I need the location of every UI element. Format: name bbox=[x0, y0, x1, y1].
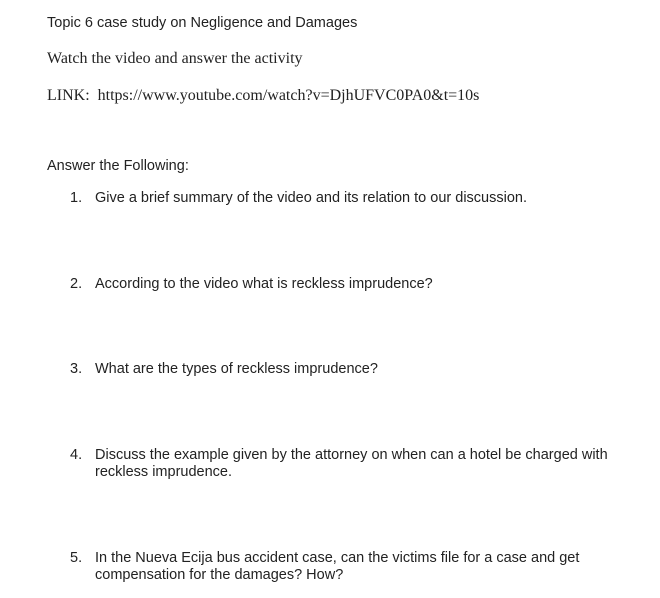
question-item bbox=[70, 276, 630, 293]
question-text: What are the types of reckless imprudence? bbox=[95, 361, 378, 377]
answer-heading: Answer the Following: bbox=[47, 158, 189, 174]
question-text: Give a brief summary of the video and its relation to our discussion. bbox=[95, 190, 527, 206]
link-line bbox=[47, 87, 479, 105]
link-label: LINK: bbox=[47, 87, 90, 104]
question-number: 1. bbox=[70, 190, 83, 206]
instruction-text: Watch the video and answer the activity bbox=[47, 50, 303, 67]
question-item bbox=[70, 447, 630, 481]
question-item bbox=[70, 550, 630, 584]
question-text: According to the video what is reckless imprudence? bbox=[95, 276, 433, 292]
question-number: 3. bbox=[70, 361, 83, 377]
question-item bbox=[70, 190, 630, 207]
question-item bbox=[70, 361, 630, 378]
question-number: 4. bbox=[70, 447, 83, 463]
question-number: 5. bbox=[70, 550, 83, 566]
question-text: In the Nueva Ecija bus accident case, can the victims file for a case and get compensation for the damages? How? bbox=[95, 550, 580, 583]
video-link[interactable]: https://www.youtube.com/watch?v=DjhUFVC0PA0&t=10s bbox=[97, 87, 480, 104]
question-text: Discuss the example given by the attorney on when can a hotel be charged with reckless imprudence. bbox=[95, 447, 608, 480]
question-number: 2. bbox=[70, 276, 83, 292]
document-title: Topic 6 case study on Negligence and Damages bbox=[47, 15, 358, 31]
